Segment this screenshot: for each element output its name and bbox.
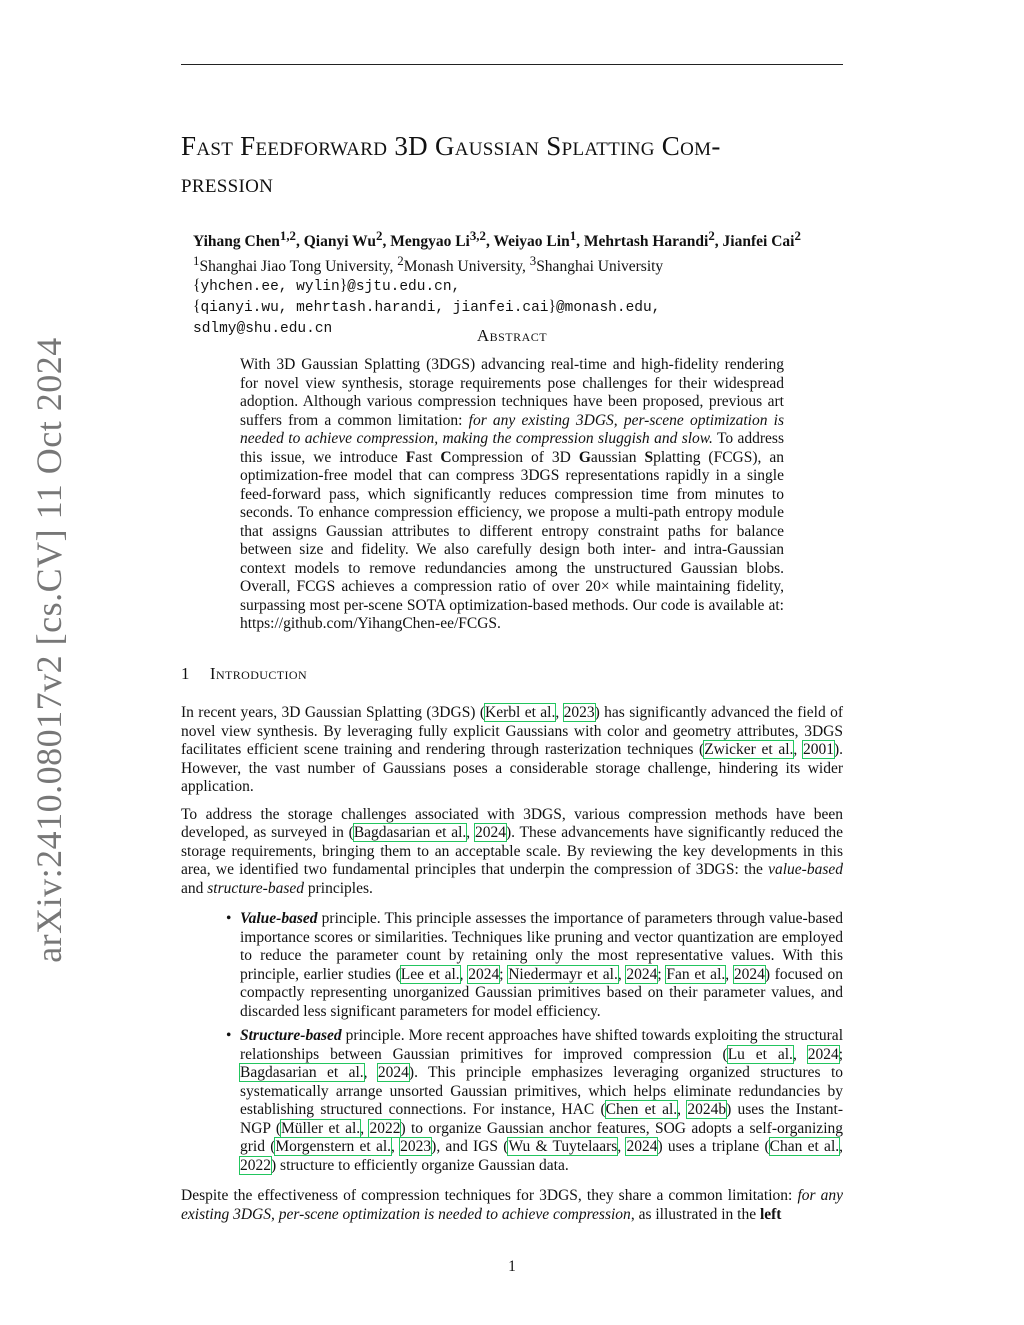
arxiv-sidebar <box>20 337 78 963</box>
citation-link[interactable]: Lu et al. <box>727 1045 793 1063</box>
citation-link[interactable]: Niedermayr et al. <box>508 965 618 983</box>
citation-link[interactable]: Morgenstern et al. <box>275 1138 392 1155</box>
citation-link[interactable]: 2022 <box>240 1156 271 1174</box>
author: Mengyao Li$^{3,2}$, <box>390 228 494 251</box>
principles-list <box>181 910 843 1175</box>
paragraph: To address the storage challenges associated with 3DGS, various compression methods have been developed, as surveyed in (Bagdasarian et al., 2024). These advancements have significantly reduced the storage requirements, bringing them to an acceptable scale. By reviewing the key developments in this area, we identified two fundamental principles that underpin the compression of 3DGS: the value-based and structure-based principles. <box>181 805 844 897</box>
citation-link[interactable]: Kerbl et al. <box>485 704 556 721</box>
citation-link[interactable]: 2023 <box>400 1138 432 1155</box>
citation-link[interactable]: 2024 <box>733 965 765 983</box>
citation-link[interactable]: Müller et al. <box>280 1119 361 1137</box>
introduction-body <box>181 704 843 1233</box>
citation-link[interactable]: 2024 <box>626 965 658 983</box>
citation-link[interactable]: 2024 <box>626 1138 658 1155</box>
citation-link[interactable]: 2024 <box>807 1045 839 1063</box>
citation-link[interactable]: Bagdasarian et al. <box>353 824 467 841</box>
citation-link[interactable]: 2024b <box>687 1101 727 1118</box>
citation-link[interactable]: Lee et al. <box>400 965 460 983</box>
citation-link[interactable]: 2022 <box>369 1119 401 1137</box>
citation-link[interactable]: 2024 <box>377 1064 409 1081</box>
citation-link[interactable]: Fan et al. <box>666 965 726 983</box>
top-rule <box>181 64 843 65</box>
email-line-2: {qianyi.wu, mehrtash.harandi, jianfei.cai}@monash.edu, <box>193 298 661 317</box>
list-item: • Structure-based principle. More recent approaches have shifted towards exploiting the structural relationships between Gaussian primitives for improved compression (Lu et al., 2024; Bagdasarian et al., 2024). This principle emphasizes leveraging organized structures to systematically arrange unsorted Gaussian primitives, which helps eliminate redundancies by establishing structured connections. For instance, HAC (Chen et al., 2024b) uses the Instant-NGP (Müller et al., 2022) to organize Gaussian anchor features, SOG adopts a self-organizing grid (Morgenstern et al., 2023), and IGS (Wu & Tuytelaars, 2024) uses a triplane (Chan et al., 2022) structure to efficiently organize Gaussian data. <box>240 1027 843 1175</box>
author-block <box>193 226 873 339</box>
paragraph: In recent years, 3D Gaussian Splatting (3DGS) (Kerbl et al., 2023) has significantly advanced the field of novel view synthesis. By leveraging fully explicit Gaussians with color and geometry attributes, 3DGS facilitates efficient scene training and rendering through rasterization techniques (Zwicker et al., 2001). However, the vast number of Gaussians poses a considerable storage challenge, hindering its wider application. <box>181 704 844 795</box>
list-item: • Value-based principle. This principle assesses the importance of parameters through value-based importance scores or similarities. Techniques like pruning and vector quantization are employed to reduce the parameter count by retaining only the most representative values. With this principle, earlier studies (Lee et al., 2024; Niedermayr et al., 2024; Fan et al., 2024) focused on compactly representing unorganized Gaussian primitives based on their parameter values, and discarded less significant parameters for model efficiency. <box>240 910 843 1021</box>
paragraph: Despite the effectiveness of compression techniques for 3DGS, they share a common limitation: for any existing 3DGS, per-scene optimization is needed to achieve compression, as illustrated in the left <box>181 1187 843 1223</box>
section-heading-introduction: 1 Introduction <box>181 664 308 683</box>
citation-link[interactable]: Chen et al. <box>605 1101 678 1118</box>
citation-link[interactable]: 2024 <box>474 824 506 841</box>
citation-link[interactable]: Zwicker et al. <box>704 741 794 758</box>
author-list <box>193 226 873 251</box>
citation-link[interactable]: Bagdasarian et al. <box>240 1064 364 1081</box>
author: Yihang Chen$^{1,2}$, <box>193 228 304 251</box>
citation-link[interactable]: 2023 <box>563 704 595 721</box>
author: Jianfei Cai$^2$ <box>722 228 801 251</box>
citation-link[interactable]: 2024 <box>468 965 500 983</box>
author: Qianyi Wu$^2$, <box>303 228 391 251</box>
author: Mehrtash Harandi$^2$, <box>583 228 723 251</box>
email-line-1: {yhchen.ee, wylin}@sjtu.edu.cn, <box>193 277 461 296</box>
citation-link[interactable]: Wu & Tuytelaars <box>508 1138 618 1155</box>
citation-link[interactable]: Chan et al. <box>769 1138 840 1155</box>
citation-link[interactable]: 2001 <box>802 741 834 758</box>
email-line-3: sdlmy@shu.edu.cn <box>193 321 333 338</box>
abstract-heading: Abstract <box>476 326 548 345</box>
paper-title: Fast Feedforward 3D Gaussian Splatting Com- pression <box>181 131 721 198</box>
affiliations: $^1$Shanghai Jiao Tong University, $^2$Monash University, $^3$Shanghai University <box>193 253 664 276</box>
page-number: 1 <box>508 1258 516 1275</box>
arxiv-identifier: arXiv:2410.08017v2 [cs.CV] 11 Oct 2024 <box>29 337 69 963</box>
abstract-body: With 3D Gaussian Splatting (3DGS) advancing real-time and high-fidelity rendering for novel view synthesis, storage requirements pose challenges for their widespread adoption. Although various compression techniques have been proposed, previous art suffers from a common limitation: for any existing 3DGS, per-scene optimization is needed to achieve compression, making the compression sluggish and slow. To address this issue, we introduce Fast Compression of 3D Gaussian Splatting (FCGS), an optimization-free model that can compress 3DGS representations rapidly in a single feed-forward pass, which significantly reduces compression time from minutes to seconds. To enhance compression efficiency, we propose a multi-path entropy module that assigns Gaussian attributes to different entropy constraint paths for balance between size and fidelity. We also carefully design both inter- and intra-Gaussian context models to remove redundancies among the unstructured Gaussian blobs. Overall, FCGS achieves a compression ratio of over 20× while maintaining fidelity, surpassing most per-scene SOTA optimization-based methods. Our code is available at: https://github.com/YihangChen-ee/FCGS. <box>240 356 784 632</box>
author: Weiyao Lin$^1$, <box>493 228 584 251</box>
